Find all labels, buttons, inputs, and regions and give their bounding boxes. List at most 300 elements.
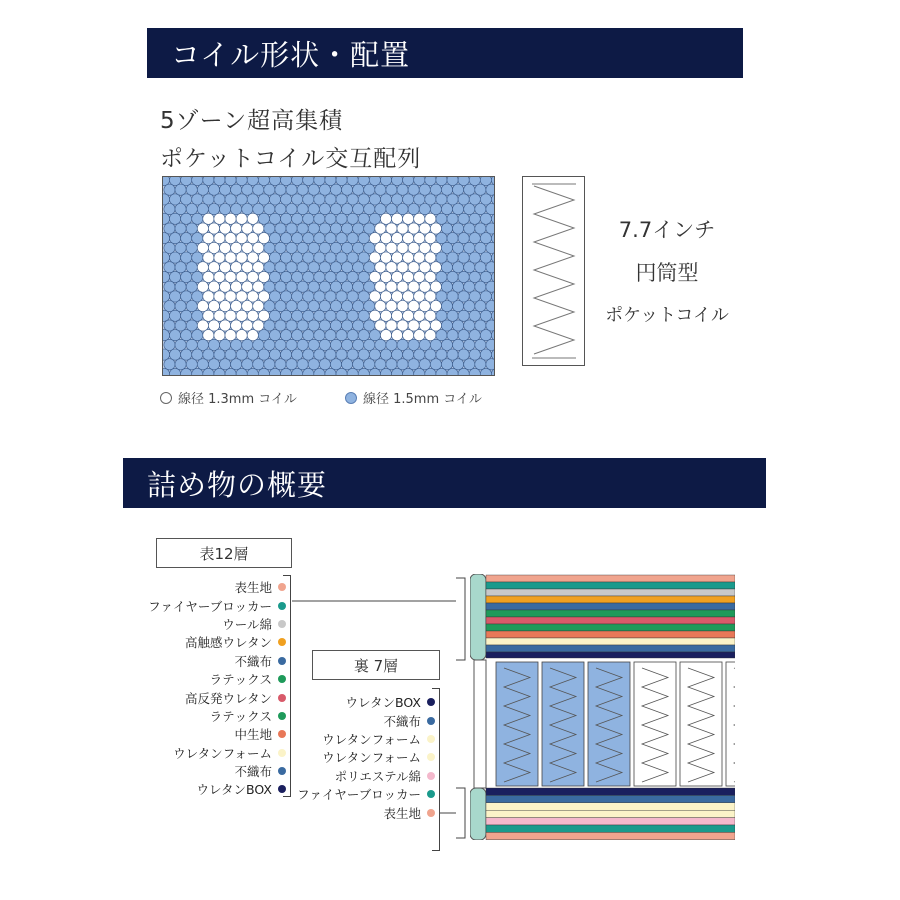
coil-cell [319, 301, 330, 312]
coil-cell [325, 349, 336, 360]
coil-cell [231, 184, 242, 195]
section-title-filling [123, 458, 766, 508]
coil-cell [441, 184, 452, 195]
coil-cell [380, 233, 391, 244]
coil-cell [258, 291, 269, 302]
coil-cell [297, 223, 308, 234]
coil-cell [469, 330, 480, 341]
coil-cell [375, 262, 386, 273]
color-dot-icon [278, 657, 286, 665]
coil-cell [342, 262, 353, 273]
coil-cell [253, 301, 264, 312]
coil-cell [186, 359, 197, 370]
coil-cell [314, 271, 325, 282]
coil-cell [258, 194, 269, 205]
coil-cell [264, 242, 275, 253]
coil-cell [247, 310, 258, 321]
coil-cell [286, 242, 297, 253]
coil-cell [175, 359, 186, 370]
top-layers-title [156, 538, 292, 568]
coil-cell [275, 223, 286, 234]
coil-cell [475, 320, 486, 331]
coil-cell [392, 310, 403, 321]
coil-cell [236, 349, 247, 360]
pocket-coil-figure [522, 176, 585, 366]
coil-cell [186, 242, 197, 253]
coil-cell [197, 184, 208, 195]
coil-cell [253, 262, 264, 273]
coil-cell [425, 213, 436, 224]
coil-cell [408, 281, 419, 292]
coil-cell [441, 301, 452, 312]
color-dot-icon [278, 620, 286, 628]
coil-cell [397, 359, 408, 370]
coil-cell [231, 223, 242, 234]
coil-cell [242, 301, 253, 312]
layer-label: 不織布 [234, 653, 272, 669]
coil-cell [430, 359, 441, 370]
coil-cell [197, 242, 208, 253]
coil-cell [364, 242, 375, 253]
coil-cell [203, 194, 214, 205]
coil-cell [314, 233, 325, 244]
coil-cell [308, 262, 319, 273]
coil-cell [186, 301, 197, 312]
coil-cell [192, 252, 203, 263]
coil-cell [441, 281, 452, 292]
coil-cell [170, 252, 181, 263]
coil-cell [314, 349, 325, 360]
coil-cell [208, 242, 219, 253]
coil-cell [170, 291, 181, 302]
coil-cell [364, 204, 375, 215]
bottom-layer-stripe [486, 818, 735, 825]
coil-cell [414, 233, 425, 244]
coil-cell [336, 330, 347, 341]
coil-cell [342, 204, 353, 215]
coil-cell [214, 194, 225, 205]
coil-cell [247, 271, 258, 282]
coil-cell [220, 339, 231, 350]
coil-cell [414, 213, 425, 224]
coil-cell [453, 184, 464, 195]
coil-cell [392, 233, 403, 244]
coil-cell [397, 281, 408, 292]
coil-cell [220, 281, 231, 292]
coil-cell [181, 310, 192, 321]
coil-cell [397, 320, 408, 331]
coil-cell [480, 310, 491, 321]
coil-cell [430, 184, 441, 195]
coil-cell [430, 281, 441, 292]
coil-cell [192, 291, 203, 302]
coil-cell [336, 233, 347, 244]
color-dot-icon [278, 638, 286, 646]
coil-cell [336, 271, 347, 282]
top-layers-title-text: 表12層 [199, 544, 249, 563]
coil-cell [480, 194, 491, 205]
coil-cell [208, 262, 219, 273]
coil-cell [358, 291, 369, 302]
coil-cell [314, 213, 325, 224]
coil-cell [330, 320, 341, 331]
coil-cell [419, 223, 430, 234]
coil-cell [475, 262, 486, 273]
coil-cell [358, 194, 369, 205]
coil-cell [175, 223, 186, 234]
coil-cell [353, 223, 364, 234]
coil-cell [430, 339, 441, 350]
coil-cell [342, 339, 353, 350]
coil-cell [264, 320, 275, 331]
pocket-coil [680, 662, 722, 786]
coil-cell [386, 281, 397, 292]
top-layer-stripe [486, 582, 735, 589]
coil-cell [247, 213, 258, 224]
coil-cell [220, 301, 231, 312]
coil-cell [164, 204, 175, 215]
coil-cell [353, 339, 364, 350]
coil-cell [303, 271, 314, 282]
coil-cell [458, 252, 469, 263]
coil-cell [380, 330, 391, 341]
coil-cell [325, 252, 336, 263]
coil-cell [475, 281, 486, 292]
coil-cell [464, 281, 475, 292]
coil-cell [225, 233, 236, 244]
coil-cell [325, 330, 336, 341]
coil-cell [408, 359, 419, 370]
coil-cell [325, 233, 336, 244]
coil-cell [236, 213, 247, 224]
coil-cell [425, 310, 436, 321]
coil-cell [231, 242, 242, 253]
coil-cell [319, 204, 330, 215]
coil-cell [430, 320, 441, 331]
coil-cell [269, 194, 280, 205]
pocket-coil [726, 662, 735, 786]
coil-cell [225, 310, 236, 321]
coil-cell [425, 233, 436, 244]
layer-label: 中生地 [234, 727, 272, 743]
coil-type-label: ポケットコイル [605, 305, 729, 326]
coil-cell [408, 242, 419, 253]
coil-cell [308, 320, 319, 331]
coil-cell [353, 301, 364, 312]
coil-cell [447, 233, 458, 244]
coil-cell [319, 359, 330, 370]
top-layer-stripe [486, 610, 735, 617]
coil-shape-label: 円筒型 [635, 261, 699, 285]
coil-cell [231, 262, 242, 273]
coil-cell [364, 320, 375, 331]
coil-cell [258, 252, 269, 263]
coil-cell [192, 213, 203, 224]
coil-cell [164, 242, 175, 253]
coil-cell [292, 330, 303, 341]
coil-cell [214, 310, 225, 321]
coil-cell [403, 271, 414, 282]
coil-cell [480, 330, 491, 341]
coil-cell [203, 349, 214, 360]
coil-cell [203, 310, 214, 321]
coil-cell [403, 194, 414, 205]
coil-cell [192, 233, 203, 244]
coil-cell [469, 194, 480, 205]
coil-cell [197, 359, 208, 370]
coil-cell [297, 339, 308, 350]
coil-cell [386, 320, 397, 331]
coil-cell [386, 301, 397, 312]
coil-cell [475, 204, 486, 215]
coil-cell [242, 242, 253, 253]
coil-cell [220, 359, 231, 370]
coil-cell [347, 213, 358, 224]
coil-cell [242, 281, 253, 292]
coil-cell [275, 281, 286, 292]
coil-cell [281, 233, 292, 244]
coil-cell [397, 223, 408, 234]
coil-cell [225, 194, 236, 205]
top-layer-stripe [486, 603, 735, 610]
coil-cell [170, 310, 181, 321]
coil-cell [380, 213, 391, 224]
coil-cell [225, 349, 236, 360]
color-dot-icon [278, 583, 286, 591]
coil-cell [231, 281, 242, 292]
bottom-layer-stripe [486, 810, 735, 817]
top-layer-stripe [486, 575, 735, 582]
coil-cell [358, 271, 369, 282]
coil-cell [347, 233, 358, 244]
coil-cell [281, 271, 292, 282]
coil-cell [486, 262, 495, 273]
coil-cell [253, 242, 264, 253]
coil-cell [364, 262, 375, 273]
coil-cell [286, 359, 297, 370]
coil-cell [186, 204, 197, 215]
coil-cell [347, 291, 358, 302]
legend-label: 線径 1.3mm コイル [178, 392, 297, 407]
layer-label: ファイヤーブロッカー [297, 787, 421, 803]
bottom-layers-title-text: 裏 7層 [353, 656, 399, 675]
coil-cell [258, 330, 269, 341]
layer-item [120, 688, 286, 706]
bottom-layer-stripe [486, 825, 735, 832]
coil-cell [342, 242, 353, 253]
coil-cell [303, 213, 314, 224]
coil-cell [236, 194, 247, 205]
coil-cell [275, 301, 286, 312]
coil-cell [220, 262, 231, 273]
coil-cell [369, 271, 380, 282]
coil-cell [175, 301, 186, 312]
coil-cell [281, 194, 292, 205]
coil-cell [197, 339, 208, 350]
coil-cell [336, 194, 347, 205]
coil-cell [414, 252, 425, 263]
coil-cell [464, 223, 475, 234]
layer-item [120, 615, 286, 633]
coil-cell [281, 349, 292, 360]
coil-cell [330, 281, 341, 292]
coil-cell [297, 281, 308, 292]
coil-cell [436, 252, 447, 263]
coil-cell [214, 271, 225, 282]
coil-cell [408, 320, 419, 331]
coil-cell [364, 301, 375, 312]
layer-label: ラテックス [209, 708, 272, 724]
coil-heading-line1: 5ゾーン超高集積 [160, 108, 344, 134]
coil-cell [281, 310, 292, 321]
coil-cell [358, 252, 369, 263]
coil-cell [175, 204, 186, 215]
bottom-layer-stripe [486, 832, 735, 839]
coil-cell [447, 252, 458, 263]
coil-cell [181, 271, 192, 282]
coil-cell [275, 359, 286, 370]
coil-cell [397, 242, 408, 253]
layer-item [120, 762, 286, 780]
coil-cell [458, 213, 469, 224]
coil-cell [297, 320, 308, 331]
coil-cell [264, 281, 275, 292]
coil-cell [425, 349, 436, 360]
coil-cell [414, 271, 425, 282]
coil-cell [236, 252, 247, 263]
coil-cell [386, 184, 397, 195]
coil-cell [286, 320, 297, 331]
coil-cell [392, 252, 403, 263]
coil-cell [286, 281, 297, 292]
layer-item [120, 707, 286, 725]
coil-cell [319, 242, 330, 253]
coil-cell [264, 184, 275, 195]
coil-cell [480, 349, 491, 360]
coil-cell [264, 262, 275, 273]
coil-cell [419, 320, 430, 331]
layer-label: ウレタンBOX [196, 782, 272, 798]
coil-cell [480, 252, 491, 263]
coil-cell [175, 184, 186, 195]
coil-cell [308, 359, 319, 370]
coil-cell [403, 213, 414, 224]
coil-cell [358, 213, 369, 224]
coil-cell [319, 223, 330, 234]
coil-cell [164, 223, 175, 234]
coil-cell [225, 330, 236, 341]
coil-cell [441, 262, 452, 273]
coil-cell [347, 330, 358, 341]
coil-cell [325, 310, 336, 321]
coil-cell [170, 213, 181, 224]
coil-cell [286, 204, 297, 215]
coil-cell [303, 349, 314, 360]
coil-cell [441, 320, 452, 331]
bottom-layer-stripe [486, 788, 735, 795]
coil-cell [164, 320, 175, 331]
coil-cell [458, 233, 469, 244]
coil-cell [441, 204, 452, 215]
coil-cell [225, 291, 236, 302]
coil-cell [214, 291, 225, 302]
coil-cell [469, 213, 480, 224]
coil-cell [408, 184, 419, 195]
coil-cell [375, 339, 386, 350]
coil-cell [269, 213, 280, 224]
coil-cell [181, 349, 192, 360]
coil-cell [336, 349, 347, 360]
coil-cell [214, 233, 225, 244]
coil-cell [242, 339, 253, 350]
coil-cell [242, 204, 253, 215]
coil-cell [308, 281, 319, 292]
coil-cell [458, 310, 469, 321]
coil-cell [314, 291, 325, 302]
coil-cell [380, 349, 391, 360]
section-title-filling-text: 詰め物の概要 [147, 467, 328, 502]
coil-cell [358, 310, 369, 321]
coil-cell [353, 262, 364, 273]
coil-cell [453, 223, 464, 234]
coil-cell [464, 184, 475, 195]
coil-cell [253, 223, 264, 234]
coil-cell [419, 359, 430, 370]
coil-cell [292, 310, 303, 321]
pocket-coil [496, 662, 538, 786]
coil-cell [236, 330, 247, 341]
coil-cell [392, 213, 403, 224]
coil-cell [314, 194, 325, 205]
coil-cell [425, 271, 436, 282]
coil-cell [419, 204, 430, 215]
top-layers-list [120, 578, 286, 799]
coil-cell [469, 271, 480, 282]
coil-cell [292, 233, 303, 244]
coil-cell [380, 194, 391, 205]
coil-cell [164, 281, 175, 292]
coil-cell [475, 184, 486, 195]
coil-cell [475, 359, 486, 370]
coil-cell [247, 252, 258, 263]
coil-cell [181, 194, 192, 205]
layer-label: ファイヤーブロッカー [148, 598, 272, 614]
coil-cell [342, 320, 353, 331]
coil-cell [430, 223, 441, 234]
coil-cell [369, 349, 380, 360]
coil-cell [269, 233, 280, 244]
coil-cell [292, 271, 303, 282]
coil-cell [403, 233, 414, 244]
coil-cell [303, 233, 314, 244]
coil-cell [353, 359, 364, 370]
coil-cell [247, 194, 258, 205]
coil-cell [453, 262, 464, 273]
coil-cell [297, 359, 308, 370]
coil-cell [414, 291, 425, 302]
layer-label: ウレタンフォーム [322, 750, 421, 766]
coil-cell [347, 252, 358, 263]
layer-label: 表生地 [234, 580, 272, 596]
coil-cell [430, 242, 441, 253]
layer-item [120, 780, 286, 798]
pocket-coil [634, 662, 676, 786]
color-dot-icon [278, 602, 286, 610]
coil-cell [236, 271, 247, 282]
coil-cell [353, 204, 364, 215]
coil-cell [380, 252, 391, 263]
top-layer-stripe [486, 596, 735, 603]
